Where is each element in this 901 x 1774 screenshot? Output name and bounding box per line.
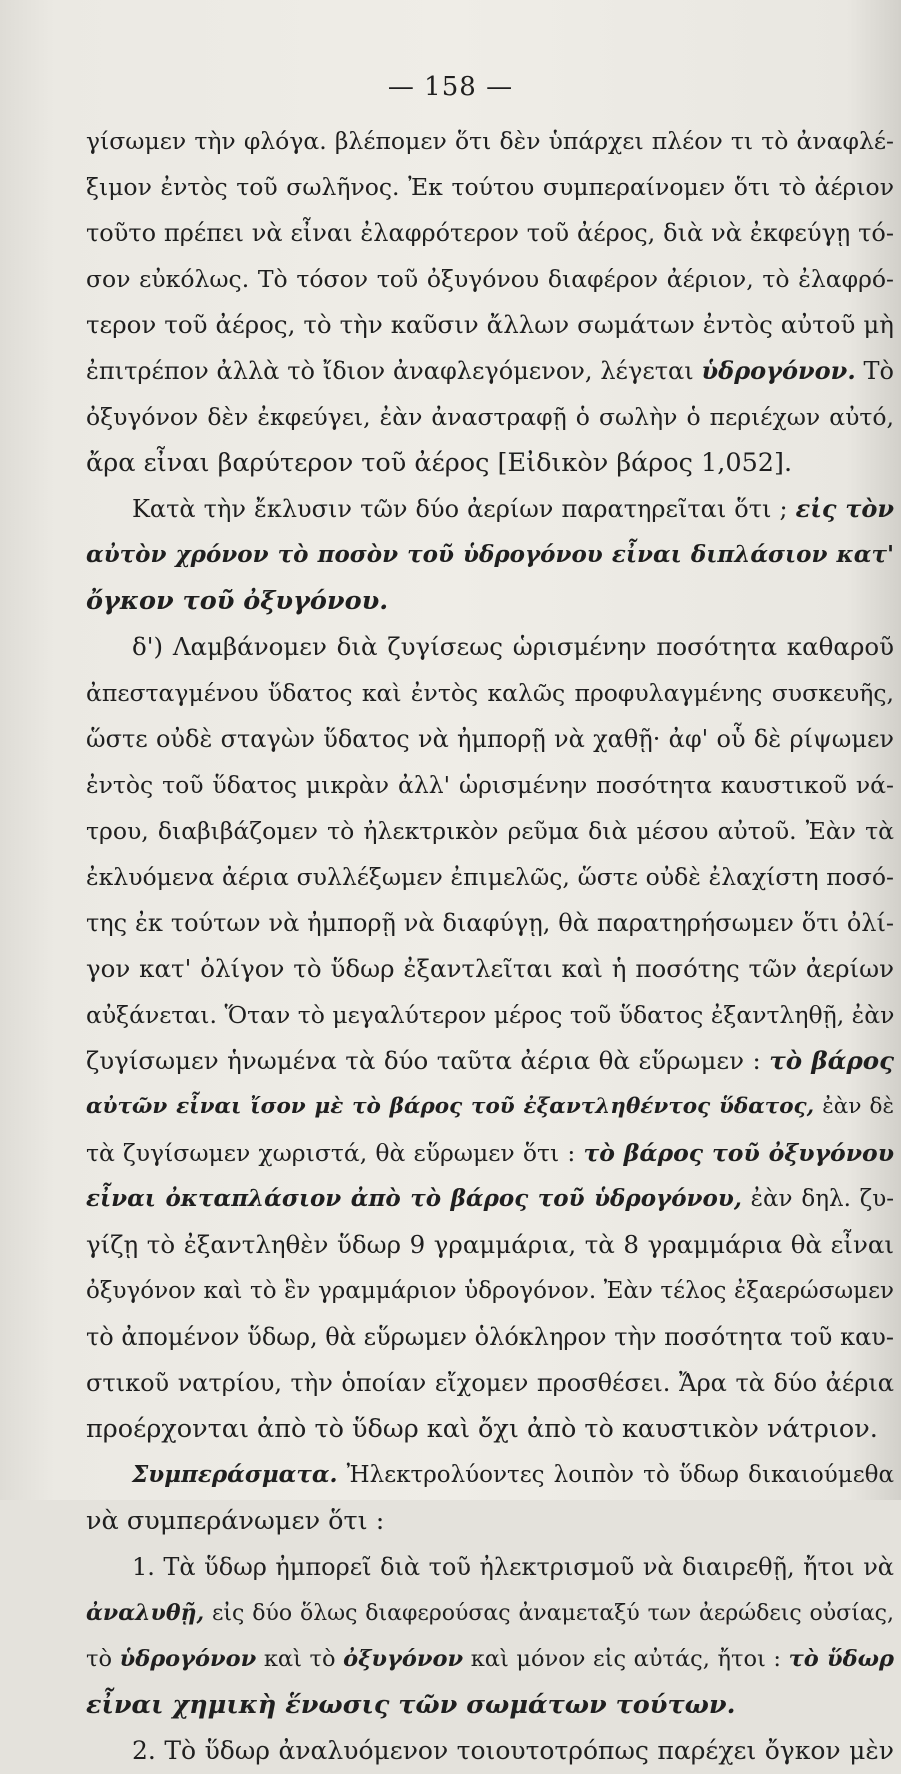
text-line: ἄρα εἶναι βαρύτερον τοῦ ἀέρος [Εἰδικὸν βάρος 1,052]. <box>86 448 793 478</box>
text-line: ὄγκον τοῦ ὀξυγόνου. <box>86 586 389 616</box>
text-line: στικοῦ νατρίου, τὴν ὁποίαν εἴχομεν προσθέσει. Ἄρα τὰ δύο ἀέρια <box>86 1369 894 1397</box>
text-line: τοῦτο πρέπει νὰ εἶναι ἐλαφρότερον τοῦ ἀέρος, διὰ νὰ ἐκφεύγῃ τό- <box>86 219 894 247</box>
text-line: τὰ ζυγίσωμεν χωριστά, θὰ εὕρωμεν ὅτι : τὸ βάρος τοῦ ὀξυγόνου <box>86 1139 894 1167</box>
page-number: — 158 — <box>387 72 514 102</box>
text-line: εἶναι χημικὴ ἕνωσις τῶν σωμάτων τούτων. <box>86 1690 736 1720</box>
text-line: Κατὰ τὴν ἔκλυσιν τῶν δύο ἀερίων παρατηρεῖται ὅτι ; εἰς τὸν <box>132 494 894 523</box>
text-line: τερον τοῦ ἀέρος, τὸ τὴν καῦσιν ἄλλων σωμάτων ἐντὸς αὐτοῦ μὴ <box>86 310 894 339</box>
text-line: αὐξάνεται. Ὅταν τὸ μεγαλύτερον μέρος τοῦ ὕδατος ἐξαντληθῇ, ἐὰν <box>86 1001 894 1029</box>
text-line: προέρχονται ἀπὸ τὸ ὕδωρ καὶ ὄχι ἀπὸ τὸ καυστικὸν νάτριον. <box>86 1414 878 1444</box>
text-line: ἐκλυόμενα ἀέρια συλλέξωμεν ἐπιμελῶς, ὥστε οὐδὲ ἐλαχίστη ποσό- <box>86 863 894 891</box>
text-line: της ἐκ τούτων νὰ ἠμπορῇ νὰ διαφύγῃ, θὰ παρατηρήσωμεν ὅτι ὀλί- <box>86 909 894 937</box>
text-line: ἀναλυθῇ, εἰς δύο ὅλως διαφερούσας ἀναμεταξύ των ἀερώδεις οὐσίας, <box>86 1600 894 1626</box>
text-line: γίσωμεν τὴν φλόγα. βλέπομεν ὅτι δὲν ὑπάρχει πλέον τι τὸ ἀναφλέ- <box>86 127 894 155</box>
text-line: νὰ συμπεράνωμεν ὅτι : <box>86 1506 385 1536</box>
text-line: ἐπιτρέπον ἀλλὰ τὸ ἴδιον ἀναφλεγόμενον, λέγεται ὑδρογόνον. Τὸ <box>86 356 894 385</box>
text-line: 1. Τὰ ὕδωρ ἠμπορεῖ διὰ τοῦ ἠλεκτρισμοῦ νὰ διαιρεθῇ, ἤτοι νὰ <box>132 1553 894 1581</box>
text-line: ἀπεσταγμένου ὕδατος καὶ ἐντὸς καλῶς προφυλαγμένης συσκευῆς, <box>86 679 894 707</box>
page-text <box>86 118 894 1774</box>
text-line: ξιμον ἐντὸς τοῦ σωλῆνος. Ἐκ τούτου συμπεραίνομεν ὅτι τὸ ἀέριον <box>86 173 894 201</box>
text-line: Συμπεράσματα. Ἠλεκτρολύοντες λοιπὸν τὸ ὕδωρ δικαιούμεθα <box>132 1461 894 1488</box>
text-line: γον κατ' ὀλίγον τὸ ὕδωρ ἐξαντλεῖται καὶ ἡ ποσότης τῶν ἀερίων <box>86 954 894 983</box>
text-line: ὀξυγόνον καὶ τὸ ἓν γραμμάριον ὑδρογόνον. Ἐὰν τέλος ἐξαερώσωμεν <box>86 1278 894 1304</box>
text-line: αὐτὸν χρόνον τὸ ποσὸν τοῦ ὑδρογόνου εἶναι διπλάσιον κατ' <box>86 541 894 568</box>
text-line: ζυγίσωμεν ἡνωμένα τὰ δύο ταῦτα ἀέρια θὰ εὕρωμεν : τὸ βάρος <box>86 1046 894 1075</box>
text-line: τὸ ὑδρογόνον καὶ τὸ ὀξυγόνον καὶ μόνον εἰς αὐτάς, ἤτοι : τὸ ὕδωρ <box>86 1646 894 1672</box>
text-line: γίζῃ τὸ ἐξαντληθὲν ὕδωρ 9 γραμμάρια, τὰ 8 γραμμάρια θὰ εἶναι <box>86 1230 894 1259</box>
text-line: τὸ ἀπομένον ὕδωρ, θὰ εὕρωμεν ὁλόκληρον τὴν ποσότητα τοῦ καυ- <box>86 1323 894 1351</box>
text-line: δ') Λαμβάνομεν διὰ ζυγίσεως ὡρισμένην ποσότητα καθαροῦ <box>132 632 894 661</box>
text-line: τρου, διαβιβάζομεν τὸ ἠλεκτρικὸν ρεῦμα διὰ μέσου αὐτοῦ. Ἐὰν τὰ <box>86 817 894 845</box>
text-line: σον εὐκόλως. Τὸ τόσον τοῦ ὀξυγόνου διαφέρον ἀέριον, τὸ ἐλαφρό- <box>86 265 894 293</box>
text-line: ὥστε οὐδὲ σταγὼν ὕδατος νὰ ἠμπορῇ νὰ χαθῇ· ἀφ' οὗ δὲ ρίψωμεν <box>86 725 894 753</box>
text-line: εἶναι ὀκταπλάσιον ἀπὸ τὸ βάρος τοῦ ὑδρογόνου, ἐὰν δηλ. ζυ- <box>86 1185 894 1212</box>
text-line: αὐτῶν εἶναι ἴσον μὲ τὸ βάρος τοῦ ἐξαντληθέντος ὕδατος, ἐὰν δὲ <box>86 1094 894 1119</box>
text-line: ἐντὸς τοῦ ὕδατος μικρὰν ἀλλ' ὡρισμένην ποσότητα καυστικοῦ νά- <box>86 771 894 799</box>
text-line: 2. Τὸ ὕδωρ ἀναλυόμενον τοιουτοτρόπως παρέχει ὄγκον μὲν <box>132 1736 894 1765</box>
text-line: ὀξυγόνον δὲν ἐκφεύγει, ἐὰν ἀναστραφῇ ὁ σωλὴν ὁ περιέχων αὐτό, <box>86 403 894 431</box>
